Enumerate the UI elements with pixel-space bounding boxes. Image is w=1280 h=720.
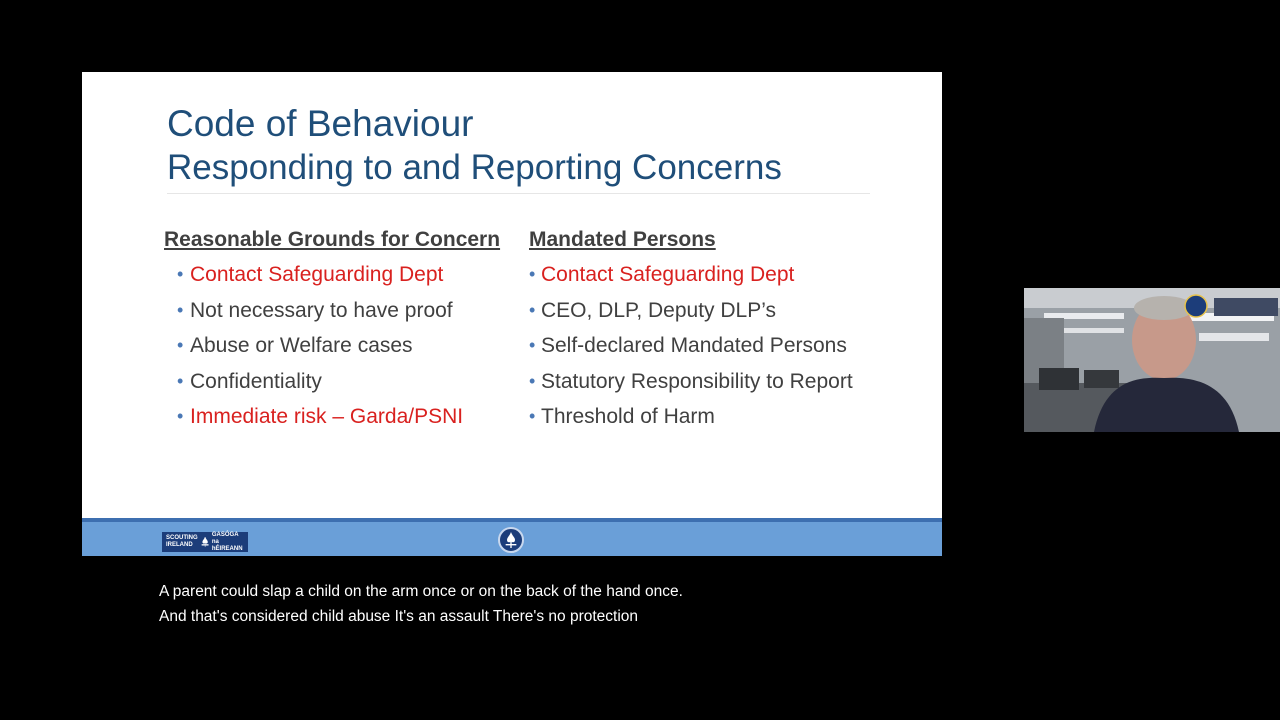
logo-line: GASÓGA na bbox=[211, 531, 239, 545]
bullet-dot-icon: • bbox=[529, 406, 536, 426]
slide-title bbox=[167, 102, 782, 190]
fleur-de-lis-icon bbox=[504, 532, 518, 548]
logo-text-right bbox=[212, 532, 244, 553]
bullet-text: Contact Safeguarding Dept bbox=[541, 263, 795, 286]
list-item bbox=[164, 328, 500, 364]
right-column-heading: Mandated Persons bbox=[529, 228, 716, 251]
slide-title-line1: Code of Behaviour bbox=[167, 103, 474, 144]
bullet-dot-icon: • bbox=[177, 406, 184, 426]
bullet-dot-icon: • bbox=[529, 370, 536, 391]
caption-line: And that's considered child abuse It's an assault There's no protection bbox=[159, 608, 639, 625]
subtitle-captions bbox=[159, 579, 683, 629]
fleur-de-lis-icon bbox=[201, 537, 209, 547]
bullet-dot-icon: • bbox=[177, 299, 184, 320]
bullet-text: Not necessary to have proof bbox=[190, 298, 453, 322]
logo-line: hÉIREANN bbox=[211, 545, 243, 552]
bullet-text: Confidentiality bbox=[190, 369, 322, 393]
bullet-dot-icon: • bbox=[529, 264, 536, 284]
list-item bbox=[164, 364, 500, 400]
list-item bbox=[529, 257, 853, 293]
logo-line: IRELAND bbox=[166, 542, 193, 548]
left-column bbox=[164, 227, 500, 435]
slide-footer-bar bbox=[82, 518, 942, 556]
bullet-text: Abuse or Welfare cases bbox=[190, 334, 413, 357]
bullet-text: Immediate risk – Garda/PSNI bbox=[190, 405, 464, 428]
bullet-text: CEO, DLP, Deputy DLP’s bbox=[541, 298, 776, 322]
right-bullet-list bbox=[529, 257, 853, 435]
logo-text-left bbox=[166, 535, 198, 549]
bullet-dot-icon: • bbox=[529, 299, 536, 320]
scouting-emblem-icon bbox=[498, 527, 524, 553]
bullet-dot-icon: • bbox=[177, 370, 184, 391]
participant-video-tile[interactable] bbox=[1024, 288, 1280, 432]
list-item bbox=[164, 399, 500, 435]
list-item bbox=[529, 293, 853, 329]
right-column bbox=[529, 227, 853, 435]
presentation-slide bbox=[82, 72, 942, 556]
left-column-heading: Reasonable Grounds for Concern bbox=[164, 228, 501, 251]
list-item bbox=[164, 257, 500, 293]
caption-line: A parent could slap a child on the arm once or on the back of the hand once. bbox=[159, 583, 683, 600]
left-bullet-list bbox=[164, 257, 500, 435]
list-item bbox=[164, 293, 500, 329]
slide-title-line2: Responding to and Reporting Concerns bbox=[167, 148, 782, 187]
list-item bbox=[529, 399, 853, 435]
webcam-feed bbox=[1024, 288, 1280, 432]
scouting-ireland-logo bbox=[162, 532, 248, 552]
bullet-text: Threshold of Harm bbox=[541, 405, 715, 428]
bullet-text: Statutory Responsibility to Report bbox=[541, 369, 853, 393]
scouting-emblem-icon bbox=[1185, 295, 1207, 317]
bullet-dot-icon: • bbox=[177, 335, 184, 355]
list-item bbox=[529, 364, 853, 400]
logo-line: SCOUTING bbox=[166, 535, 198, 541]
list-item bbox=[529, 328, 853, 364]
title-divider bbox=[167, 193, 870, 194]
bullet-text: Contact Safeguarding Dept bbox=[190, 263, 444, 286]
bullet-dot-icon: • bbox=[529, 335, 536, 355]
bullet-text: Self-declared Mandated Persons bbox=[541, 334, 847, 357]
bullet-dot-icon: • bbox=[177, 264, 184, 284]
